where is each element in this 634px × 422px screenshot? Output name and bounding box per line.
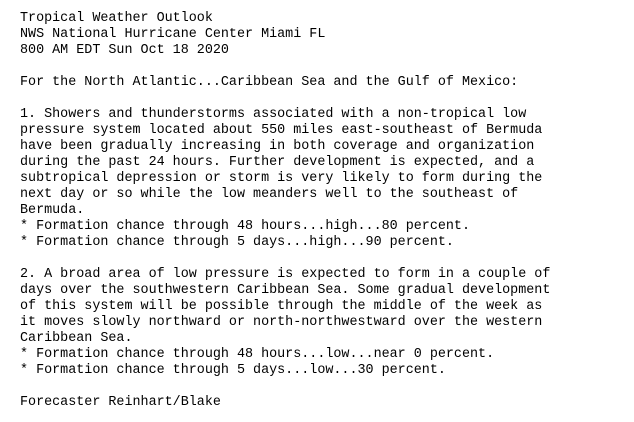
item-text-line: 1. Showers and thunderstorms associated with a non-tropical low — [20, 107, 527, 122]
formation-chance-48h: * Formation chance through 48 hours...high...80 percent. — [20, 219, 470, 234]
item-text-line: it moves slowly northward or north-northwestward over the western — [20, 315, 543, 330]
item-text-line: subtropical depression or storm is very likely to form during the — [20, 171, 543, 186]
item-text-line: days over the southwestern Caribbean Sea. Some gradual development — [20, 283, 551, 298]
issuing-office: NWS National Hurricane Center Miami FL — [20, 27, 326, 42]
item-text-line: of this system will be possible through the middle of the week as — [20, 299, 543, 314]
item-text-line: Caribbean Sea. — [20, 331, 133, 346]
item-text-line: 2. A broad area of low pressure is expected to form in a couple of — [20, 267, 551, 282]
outlook-document — [20, 11, 630, 411]
region-heading: For the North Atlantic...Caribbean Sea and the Gulf of Mexico: — [20, 75, 519, 90]
formation-chance-48h: * Formation chance through 48 hours...low...near 0 percent. — [20, 347, 495, 362]
forecaster-signature: Forecaster Reinhart/Blake — [20, 395, 221, 410]
outlook-item-2 — [20, 267, 630, 379]
outlook-title: Tropical Weather Outlook — [20, 11, 213, 26]
item-text-line: next day or so while the low meanders well to the southeast of — [20, 187, 519, 202]
item-text-line: Bermuda. — [20, 203, 85, 218]
outlook-item-1 — [20, 107, 630, 251]
formation-chance-5d: * Formation chance through 5 days...low...30 percent. — [20, 363, 446, 378]
item-text-line: pressure system located about 550 miles east-southeast of Bermuda — [20, 123, 543, 138]
spacer — [20, 59, 630, 75]
spacer — [20, 379, 630, 395]
item-text-line: during the past 24 hours. Further development is expected, and a — [20, 155, 535, 170]
issue-time: 800 AM EDT Sun Oct 18 2020 — [20, 43, 229, 58]
spacer — [20, 251, 630, 267]
item-text-line: have been gradually increasing in both coverage and organization — [20, 139, 535, 154]
spacer — [20, 91, 630, 107]
formation-chance-5d: * Formation chance through 5 days...high...90 percent. — [20, 235, 454, 250]
